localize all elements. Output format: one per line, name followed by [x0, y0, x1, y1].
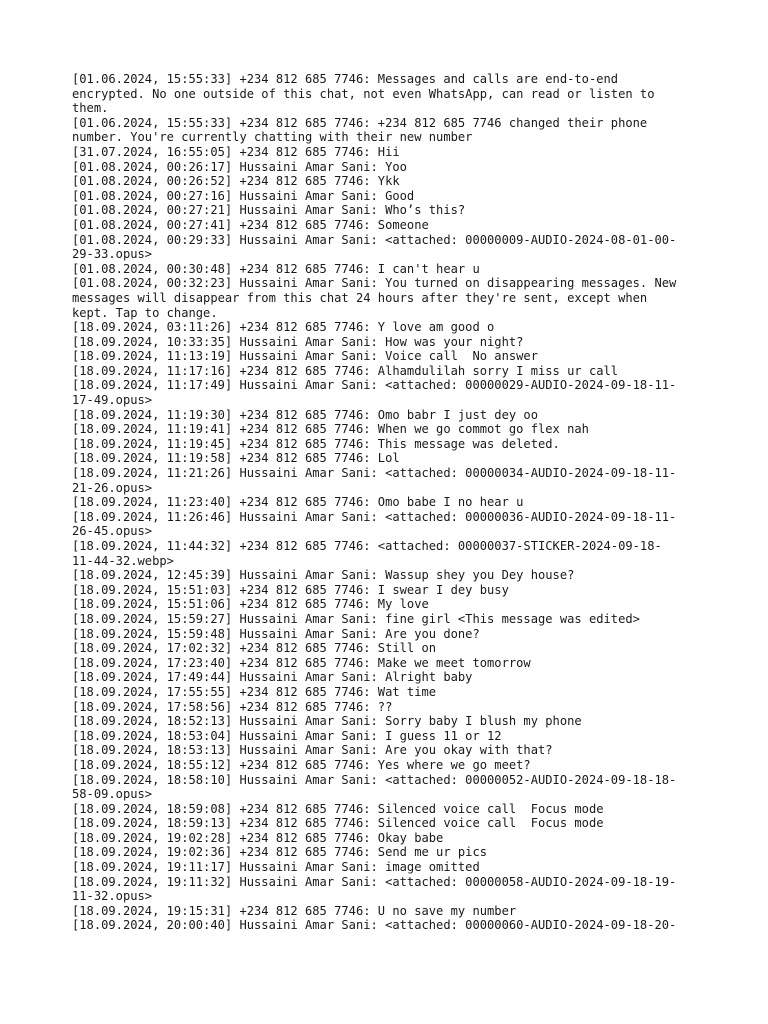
transcript-line: [18.09.2024, 11:19:45] +234 812 685 7746: This message was deleted. [72, 436, 560, 451]
transcript-line: [18.09.2024, 19:02:28] +234 812 685 7746: Okay babe [72, 830, 444, 845]
transcript-line: [01.08.2024, 00:26:17] Hussaini Amar Sani: Yoo [72, 159, 407, 174]
transcript-line: [01.08.2024, 00:29:33] Hussaini Amar Sani: <attached: 00000009-AUDIO-2024-08-01-00- [72, 232, 677, 247]
transcript-line: [01.08.2024, 00:27:16] Hussaini Amar Sani: Good [72, 188, 415, 203]
transcript-line: [18.09.2024, 17:23:40] +234 812 685 7746: Make we meet tomorrow [72, 655, 531, 670]
transcript-line: [18.09.2024, 12:45:39] Hussaini Amar Sani: Wassup shey you Dey house? [72, 568, 575, 583]
transcript-line: [18.09.2024, 11:17:16] +234 812 685 7746: Alhamdulilah sorry I miss ur call [72, 363, 619, 378]
transcript-line: [01.08.2024, 00:32:23] Hussaini Amar Sani: You turned on disappearing messages. New [72, 276, 677, 291]
transcript-line: 26-45.opus> [72, 524, 153, 539]
transcript-line: [18.09.2024, 11:13:19] Hussaini Amar Sani: Voice call No answer [72, 349, 538, 364]
transcript-line: them. [72, 101, 109, 116]
transcript-line: [18.09.2024, 11:26:46] Hussaini Amar Sani: <attached: 00000036-AUDIO-2024-09-18-11- [72, 509, 677, 524]
transcript-line: [18.09.2024, 11:19:41] +234 812 685 7746: When we go commot go flex nah [72, 422, 589, 437]
transcript-line: [18.09.2024, 11:19:30] +234 812 685 7746: Omo babr I just dey oo [72, 407, 538, 422]
transcript-line: [01.08.2024, 00:30:48] +234 812 685 7746: I can't hear u [72, 261, 480, 276]
transcript-line: [18.09.2024, 18:59:13] +234 812 685 7746: Silenced voice call Focus mode [72, 816, 604, 831]
transcript-line: [18.09.2024, 19:11:17] Hussaini Amar Sani: image omitted [72, 860, 480, 875]
transcript-line: messages will disappear from this chat 24 hours after they're sent, except when [72, 290, 648, 305]
transcript-line: [18.09.2024, 18:59:08] +234 812 685 7746: Silenced voice call Focus mode [72, 801, 604, 816]
transcript-line: [18.09.2024, 03:11:26] +234 812 685 7746: Y love am good o [72, 320, 495, 335]
transcript-line: [18.09.2024, 19:02:36] +234 812 685 7746: Send me ur pics [72, 845, 488, 860]
transcript-line: 11-44-32.webp> [72, 553, 174, 568]
transcript-line: [18.09.2024, 17:02:32] +234 812 685 7746: Still on [72, 641, 437, 656]
transcript-line: 58-09.opus> [72, 787, 153, 802]
transcript-line: [18.09.2024, 11:23:40] +234 812 685 7746: Omo babe I no hear u [72, 495, 524, 510]
transcript-line: [18.09.2024, 17:49:44] Hussaini Amar Sani: Alright baby [72, 670, 473, 685]
transcript-line: [18.09.2024, 19:15:31] +234 812 685 7746: U no save my number [72, 903, 517, 918]
transcript-line: number. You're currently chatting with their new number [72, 130, 473, 145]
transcript-line: [18.09.2024, 20:00:40] Hussaini Amar Sani: <attached: 00000060-AUDIO-2024-09-18-20- [72, 918, 677, 933]
transcript-line: [18.09.2024, 11:21:26] Hussaini Amar Sani: <attached: 00000034-AUDIO-2024-09-18-11- [72, 466, 677, 481]
transcript-line: [18.09.2024, 15:51:06] +234 812 685 7746: My love [72, 597, 429, 612]
transcript-line: [31.07.2024, 16:55:05] +234 812 685 7746: Hii [72, 144, 400, 159]
transcript-line: [01.08.2024, 00:26:52] +234 812 685 7746: Ykk [72, 174, 400, 189]
transcript-line: [18.09.2024, 11:44:32] +234 812 685 7746: <attached: 00000037-STICKER-2024-09-18- [72, 539, 662, 553]
transcript-line: [18.09.2024, 15:59:48] Hussaini Amar Sani: Are you done? [72, 626, 480, 641]
transcript-line: encrypted. No one outside of this chat, not even WhatsApp, can read or listen to [72, 86, 655, 101]
transcript-line: [18.09.2024, 18:53:13] Hussaini Amar Sani: Are you okay with that? [72, 743, 553, 758]
transcript-line: [18.09.2024, 18:58:10] Hussaini Amar Sani: <attached: 00000052-AUDIO-2024-09-18-18- [72, 772, 677, 787]
transcript-line: [01.08.2024, 00:27:41] +234 812 685 7746: Someone [72, 217, 429, 232]
transcript-line: 17-49.opus> [72, 393, 153, 408]
transcript-line: 29-33.opus> [72, 247, 153, 262]
transcript-line: [18.09.2024, 11:17:49] Hussaini Amar Sani: <attached: 00000029-AUDIO-2024-09-18-11- [72, 378, 677, 393]
transcript-line: [18.09.2024, 15:51:03] +234 812 685 7746: I swear I dey busy [72, 582, 509, 597]
transcript-line: [01.08.2024, 00:27:21] Hussaini Amar Sani: Who’s this? [72, 203, 466, 218]
transcript-line: [18.09.2024, 10:33:35] Hussaini Amar Sani: How was your night? [72, 334, 524, 349]
transcript-line: [18.09.2024, 11:19:58] +234 812 685 7746: Lol [72, 451, 400, 466]
transcript-line: 21-26.opus> [72, 480, 153, 495]
transcript-line: [18.09.2024, 18:55:12] +234 812 685 7746: Yes where we go meet? [72, 757, 531, 772]
transcript-line: [01.06.2024, 15:55:33] +234 812 685 7746: Messages and calls are end-to-end [72, 72, 619, 86]
transcript-line: [18.09.2024, 19:11:32] Hussaini Amar Sani: <attached: 00000058-AUDIO-2024-09-18-19- [72, 874, 677, 889]
transcript-line: kept. Tap to change. [72, 305, 218, 320]
transcript-line: [01.06.2024, 15:55:33] +234 812 685 7746: +234 812 685 7746 changed their phone [72, 115, 648, 130]
transcript-line: [18.09.2024, 18:53:04] Hussaini Amar Sani: I guess 11 or 12 [72, 728, 502, 743]
chat-transcript [72, 72, 704, 933]
transcript-line: [18.09.2024, 15:59:27] Hussaini Amar Sani: fine girl <This message was edited> [72, 611, 640, 626]
transcript-line: [18.09.2024, 17:55:55] +234 812 685 7746: Wat time [72, 684, 437, 699]
transcript-line: [18.09.2024, 17:58:56] +234 812 685 7746: ?? [72, 699, 393, 714]
transcript-line: [18.09.2024, 18:52:13] Hussaini Amar Sani: Sorry baby I blush my phone [72, 714, 582, 729]
transcript-line: 11-32.opus> [72, 889, 153, 904]
